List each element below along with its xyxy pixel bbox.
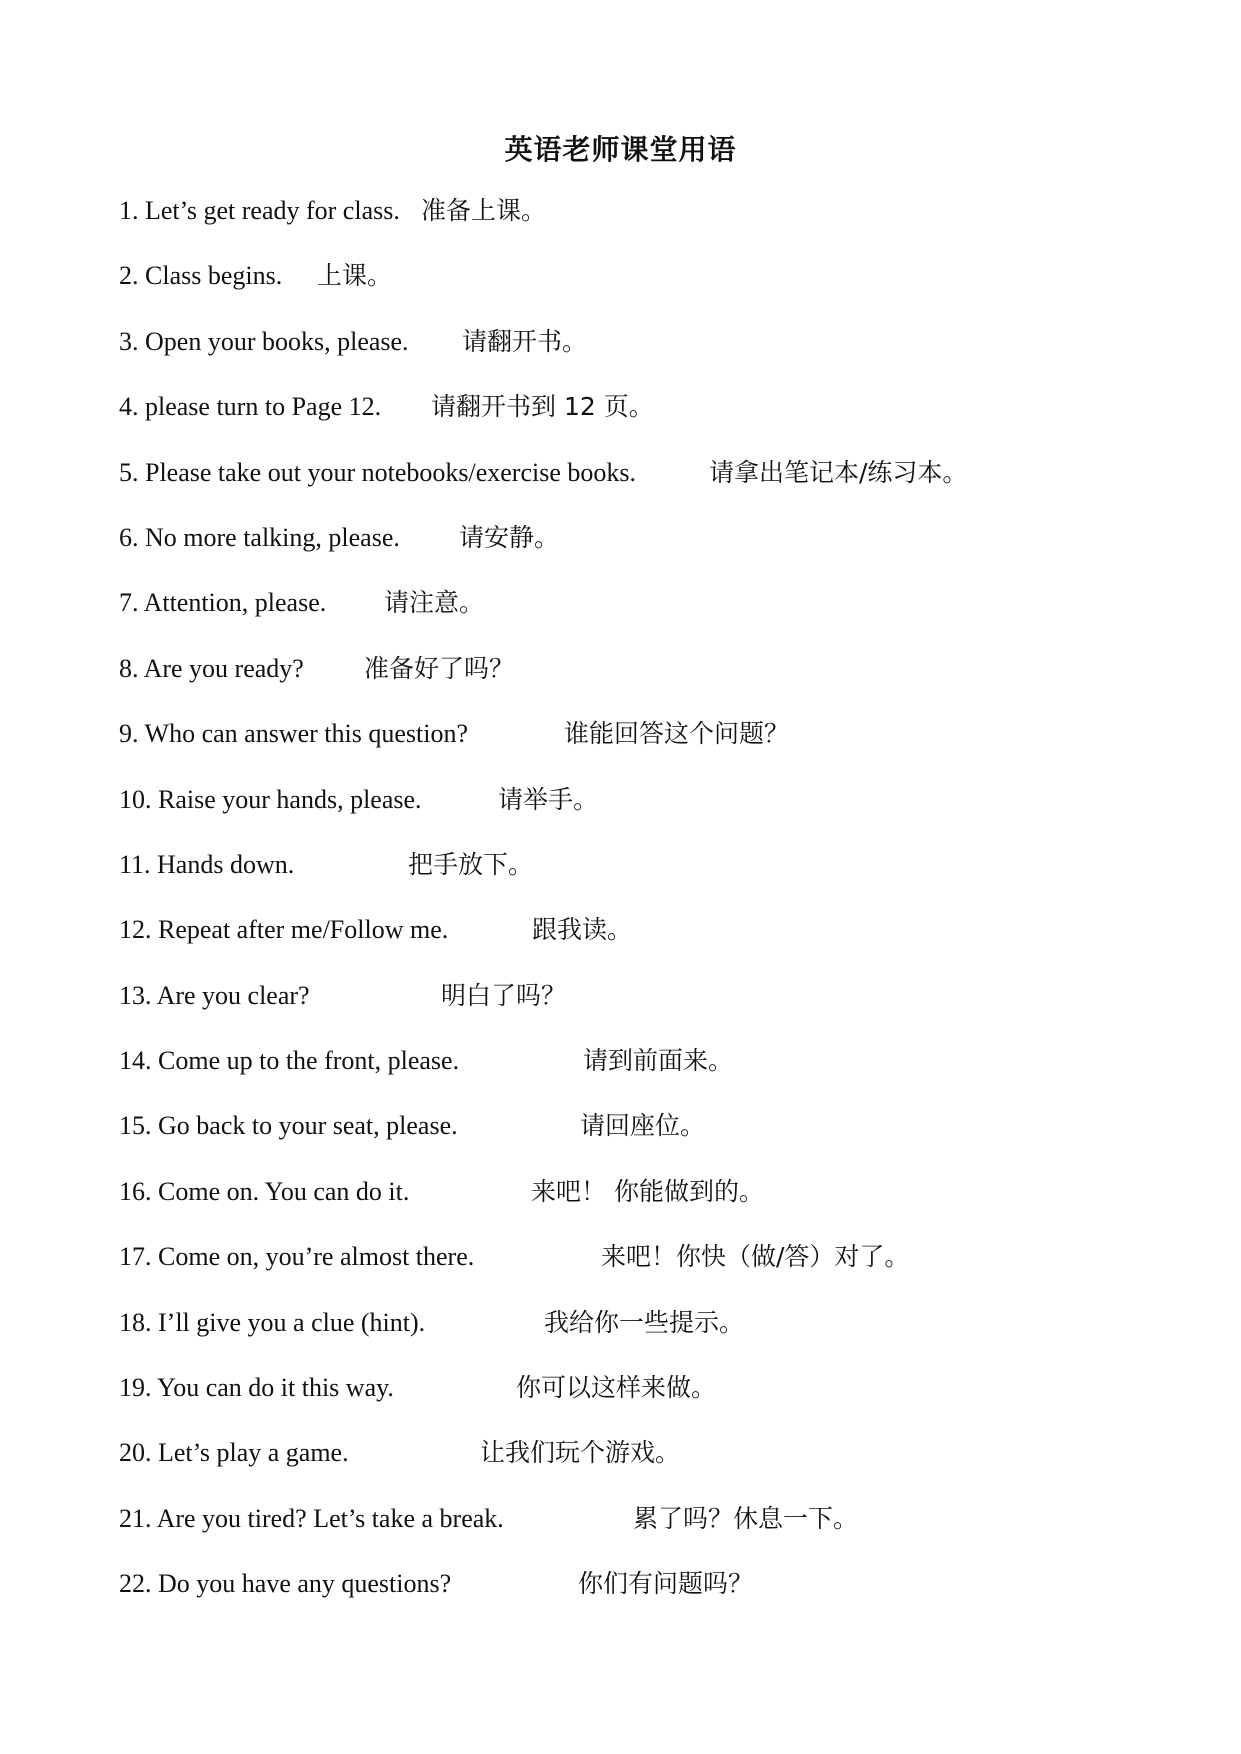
phrase-chinese: 上课。	[317, 261, 393, 291]
phrase-english: 16. Come on. You can do it.	[119, 1176, 410, 1206]
phrase-line	[119, 915, 1199, 980]
phrase-chinese: 来吧！ 你能做到的。	[531, 1176, 764, 1206]
phrase-line	[119, 1308, 1199, 1373]
phrase-line	[119, 785, 1199, 850]
phrase-line	[119, 1373, 1199, 1438]
phrase-chinese: 请翻开书。	[462, 326, 588, 356]
phrase-english: 8. Are you ready?	[119, 653, 304, 683]
phrase-chinese: 请举手。	[498, 784, 599, 814]
phrase-line	[119, 850, 1199, 915]
phrase-english: 3. Open your books, please.	[119, 326, 409, 356]
phrase-list	[119, 196, 1199, 1635]
phrase-english: 21. Are you tired? Let’s take a break.	[119, 1503, 504, 1533]
phrase-english: 12. Repeat after me/Follow me.	[119, 915, 449, 945]
phrase-line	[119, 719, 1199, 784]
phrase-english: 6. No more talking, please.	[119, 522, 400, 552]
phrase-english: 20. Let’s play a game.	[119, 1438, 349, 1468]
phrase-line	[119, 327, 1199, 392]
phrase-chinese: 谁能回答这个问题？	[564, 719, 790, 749]
phrase-english: 1. Let’s get ready for class.	[119, 196, 400, 225]
phrase-english: 13. Are you clear?	[119, 980, 310, 1010]
phrase-english: 14. Come up to the front, please.	[119, 1046, 460, 1076]
phrase-line	[119, 1046, 1199, 1111]
phrase-chinese: 请回座位。	[580, 1111, 706, 1141]
phrase-english: 2. Class begins.	[119, 261, 283, 291]
phrase-english: 18. I’ll give you a clue (hint).	[119, 1307, 426, 1337]
phrase-line	[119, 1504, 1199, 1569]
phrase-line	[119, 588, 1199, 653]
phrase-english: 10. Raise your hands, please.	[119, 784, 422, 814]
phrase-chinese: 你可以这样来做。	[516, 1373, 717, 1403]
phrase-line	[119, 523, 1199, 588]
phrase-line	[119, 1111, 1199, 1176]
phrase-chinese: 请翻开书到 12 页。	[431, 392, 654, 422]
page-title: 英语老师课堂用语	[504, 133, 737, 166]
phrase-line	[119, 654, 1199, 719]
phrase-chinese: 明白了吗？	[441, 980, 567, 1010]
phrase-chinese: 把手放下。	[408, 849, 534, 879]
phrase-chinese: 跟我读。	[532, 915, 633, 945]
phrase-line	[119, 458, 1199, 523]
phrase-chinese: 准备好了吗？	[364, 653, 515, 683]
phrase-english: 15. Go back to your seat, please.	[119, 1111, 458, 1141]
phrase-chinese: 请安静。	[459, 522, 560, 552]
phrase-line	[119, 981, 1199, 1046]
phrase-english: 7. Attention, please.	[119, 588, 327, 618]
phrase-english: 17. Come on, you’re almost there.	[119, 1242, 475, 1272]
phrase-chinese: 请到前面来。	[583, 1046, 734, 1076]
phrase-line	[119, 1569, 1199, 1634]
phrase-english: 5. Please take out your notebooks/exercise books.	[119, 457, 636, 487]
phrase-chinese: 我给你一些提示。	[544, 1307, 745, 1337]
phrase-line	[119, 1177, 1199, 1242]
phrase-chinese: 来吧！你快（做/答）对了。	[601, 1242, 910, 1272]
phrase-line	[119, 1242, 1199, 1307]
phrase-line	[119, 1438, 1199, 1503]
phrase-chinese: 累了吗？休息一下。	[633, 1503, 859, 1533]
phrase-english: 19. You can do it this way.	[119, 1373, 394, 1403]
phrase-chinese: 请拿出笔记本/练习本。	[709, 457, 968, 487]
phrase-line	[119, 392, 1199, 457]
phrase-line	[119, 196, 1199, 261]
phrase-chinese: 让我们玩个游戏。	[480, 1438, 681, 1468]
phrase-line	[119, 261, 1199, 326]
phrase-chinese: 准备上课。	[421, 196, 547, 225]
phrase-chinese: 请注意。	[384, 588, 485, 618]
phrase-english: 4. please turn to Page 12.	[119, 392, 382, 422]
phrase-english: 22. Do you have any questions?	[119, 1569, 452, 1599]
phrase-english: 9. Who can answer this question?	[119, 719, 468, 749]
phrase-english: 11. Hands down.	[119, 849, 295, 879]
phrase-chinese: 你们有问题吗？	[578, 1569, 754, 1599]
